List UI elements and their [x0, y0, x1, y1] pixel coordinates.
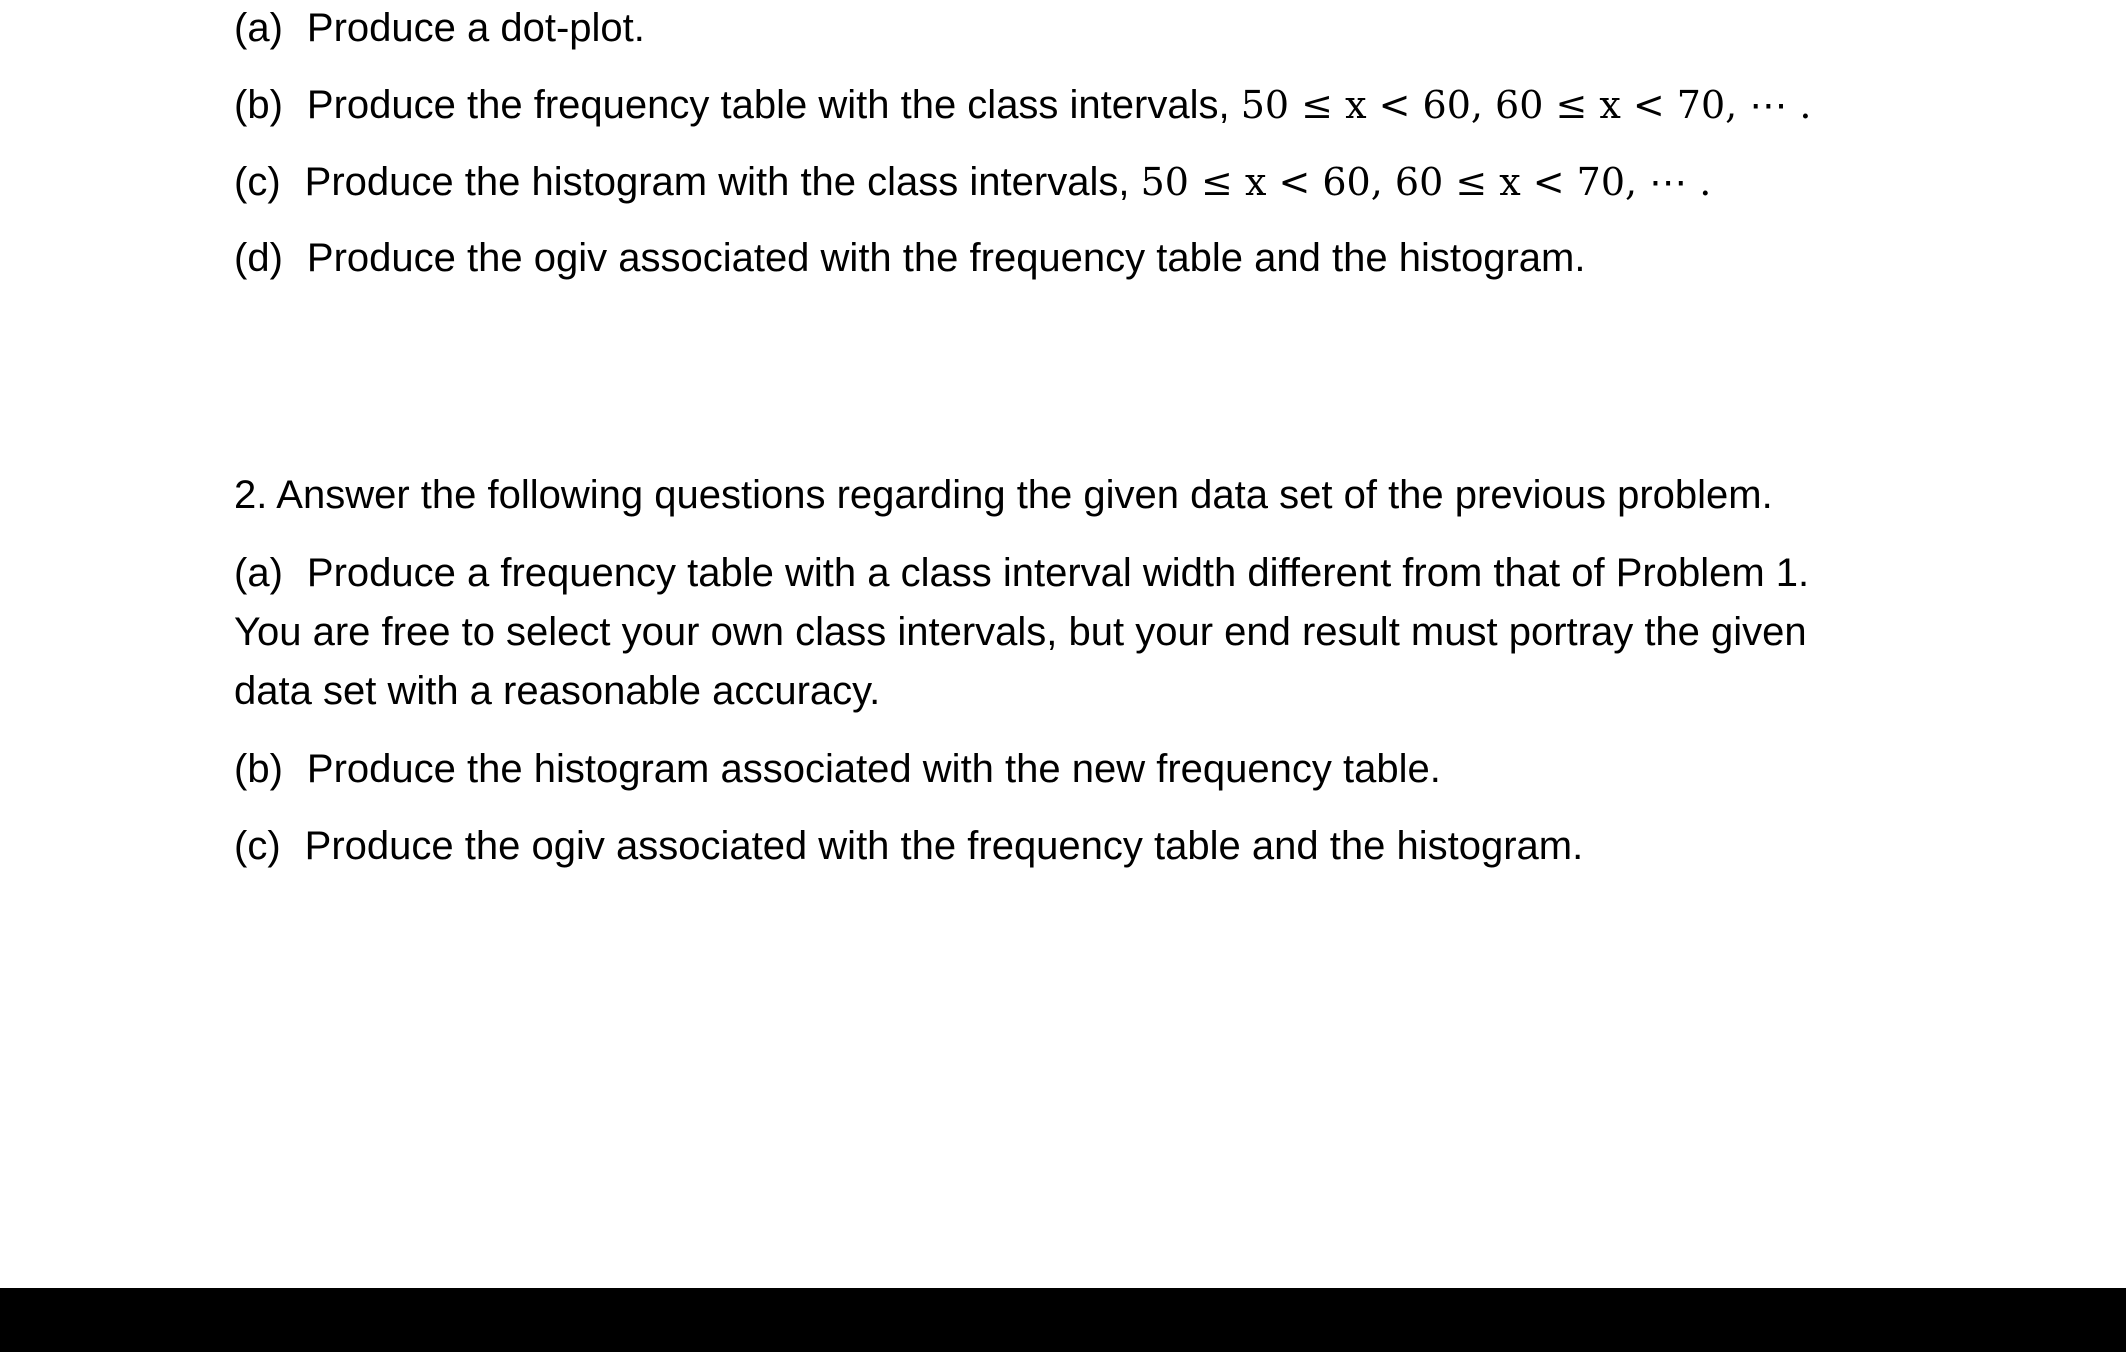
item-text: Produce the histogram with the class intervals, — [304, 160, 1130, 204]
item-text: Produce the ogiv associated with the frequency table and the histogram. — [306, 236, 1586, 280]
item-text: Produce the ogiv associated with the frequency table and the histogram. — [304, 824, 1584, 868]
item-text: Produce the histogram associated with the new frequency table. — [306, 747, 1441, 791]
problem1-item-c — [234, 158, 1711, 206]
problem2-item-b — [234, 745, 1441, 793]
problem2-item-a-line3 — [234, 667, 880, 715]
item-label: (a) — [234, 551, 283, 595]
item-label: (a) — [234, 6, 283, 50]
problem1-item-d — [234, 234, 1585, 282]
problem1-item-b — [234, 81, 1811, 129]
problem2-item-a-line2 — [234, 608, 1807, 656]
item-label: (b) — [234, 747, 283, 791]
problem2-item-c — [234, 822, 1583, 870]
item-text: Produce a frequency table with a class interval width different from that of Problem 1. — [306, 551, 1810, 595]
problem2-item-a-line1 — [234, 549, 1809, 597]
item-text: data set with a reasonable accuracy. — [234, 669, 881, 713]
math-expression: 50 ≤ x < 60, 60 ≤ x < 70, ⋯ . — [1140, 160, 1712, 204]
math-expression: 50 ≤ x < 60, 60 ≤ x < 70, ⋯ . — [1240, 83, 1812, 127]
heading-text: 2. Answer the following questions regarding the given data set of the previous problem. — [234, 473, 1773, 517]
item-text: Produce a dot-plot. — [306, 6, 645, 50]
problem1-item-a — [234, 4, 645, 52]
problem2-heading — [234, 471, 1773, 519]
bottom-black-bar — [0, 1288, 2126, 1352]
item-label: (b) — [234, 83, 283, 127]
item-label: (c) — [234, 160, 281, 204]
item-label: (d) — [234, 236, 283, 280]
item-label: (c) — [234, 824, 281, 868]
item-text: You are free to select your own class intervals, but your end result must portray the given — [234, 610, 1807, 654]
item-text: Produce the frequency table with the class intervals, — [306, 83, 1230, 127]
